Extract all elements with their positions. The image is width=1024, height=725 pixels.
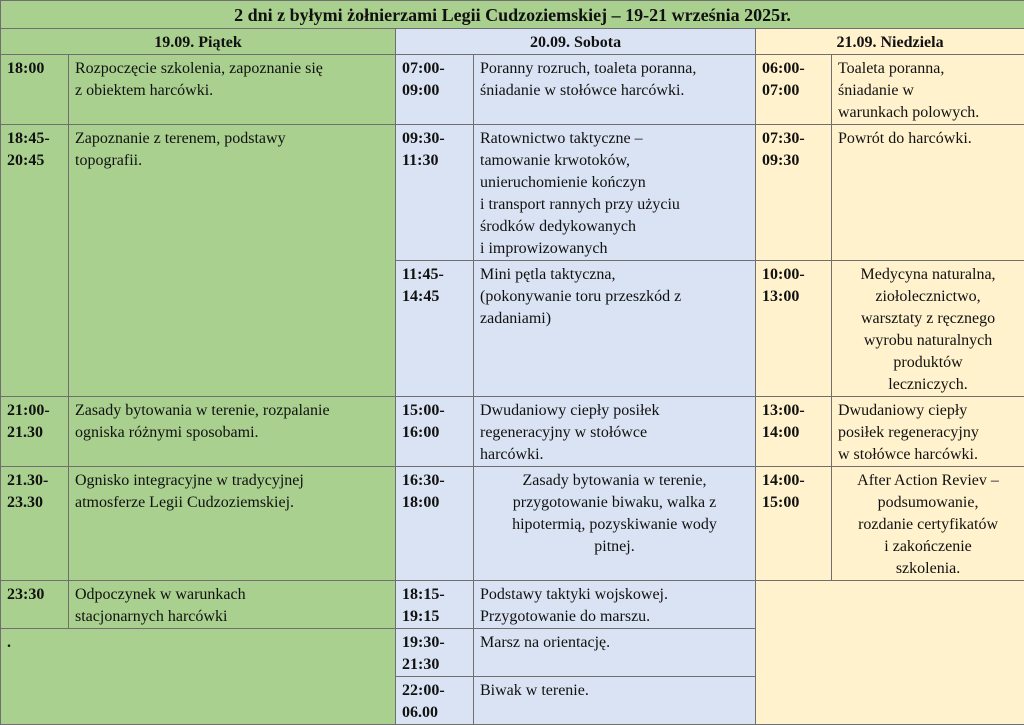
sunday-empty-cell: [756, 581, 1024, 725]
saturday-time: 16:30- 18:00: [396, 467, 474, 581]
saturday-activity: Zasady bytowania w terenie, przygotowanie biwaku, walka z hipotermią, pozyskiwanie wody pitnej.: [474, 467, 756, 581]
day-header-saturday: 20.09. Sobota: [396, 29, 756, 55]
sunday-activity: Medycyna naturalna, ziołolecznictwo, warsztaty z ręcznego wyrobu naturalnych produktów leczniczych.: [832, 261, 1024, 397]
saturday-time: 18:15- 19:15: [396, 581, 474, 629]
friday-time: 21:00- 21.30: [1, 397, 69, 467]
saturday-time: 11:45- 14:45: [396, 261, 474, 397]
friday-activity: Zapoznanie z terenem, podstawy topografii.: [69, 125, 396, 397]
sunday-activity: After Action Reviev – podsumowanie, rozdanie certyfikatów i zakończenie szkolenia.: [832, 467, 1024, 581]
sunday-activity: Dwudaniowy ciepły posiłek regeneracyjny w stołówce harcówki.: [832, 397, 1024, 467]
friday-time: 21.30- 23.30: [1, 467, 69, 581]
table-row: [1, 581, 1024, 629]
saturday-activity: Poranny rozruch, toaleta poranna, śniadanie w stołówce harcówki.: [474, 55, 756, 125]
table-row: [1, 55, 1024, 125]
friday-activity: Odpoczynek w warunkach stacjonarnych harcówki: [69, 581, 396, 629]
saturday-time: 19:30- 21:30: [396, 629, 474, 677]
saturday-activity: Podstawy taktyki wojskowej. Przygotowanie do marszu.: [474, 581, 756, 629]
friday-time: 18:45- 20:45: [1, 125, 69, 397]
friday-time: 23:30: [1, 581, 69, 629]
sunday-activity: Toaleta poranna, śniadanie w warunkach polowych.: [832, 55, 1024, 125]
saturday-activity: Marsz na orientację.: [474, 629, 756, 677]
sunday-time: 13:00- 14:00: [756, 397, 832, 467]
table-row: [1, 467, 1024, 581]
saturday-activity: Dwudaniowy ciepły posiłek regeneracyjny w stołówce harcówki.: [474, 397, 756, 467]
sunday-activity: Powrót do harcówki.: [832, 125, 1024, 261]
schedule-title: 2 dni z byłymi żołnierzami Legii Cudzoziemskiej – 19-21 września 2025r.: [1, 1, 1024, 29]
saturday-time: 15:00- 16:00: [396, 397, 474, 467]
friday-activity: Zasady bytowania w terenie, rozpalanie ogniska różnymi sposobami.: [69, 397, 396, 467]
friday-activity: Rozpoczęcie szkolenia, zapoznanie się z obiektem harcówki.: [69, 55, 396, 125]
friday-activity: Ognisko integracyjne w tradycyjnej atmosferze Legii Cudzoziemskiej.: [69, 467, 396, 581]
title-row: [1, 1, 1024, 29]
saturday-activity: Biwak w terenie.: [474, 677, 756, 725]
day-header-row: [1, 29, 1024, 55]
day-header-sunday: 21.09. Niedziela: [756, 29, 1024, 55]
sunday-time: 07:30- 09:30: [756, 125, 832, 261]
friday-time: .: [1, 629, 396, 725]
table-row: [1, 397, 1024, 467]
saturday-time: 09:30- 11:30: [396, 125, 474, 261]
table-row: [1, 125, 1024, 261]
saturday-activity: Mini pętla taktyczna, (pokonywanie toru przeszkód z zadaniami): [474, 261, 756, 397]
sunday-time: 10:00- 13:00: [756, 261, 832, 397]
sunday-time: 14:00- 15:00: [756, 467, 832, 581]
saturday-activity: Ratownictwo taktyczne – tamowanie krwotoków, unieruchomienie kończyn i transport rannych przy użyciu środków dedykowanych i improwizowanych: [474, 125, 756, 261]
saturday-time: 07:00- 09:00: [396, 55, 474, 125]
day-header-friday: 19.09. Piątek: [1, 29, 396, 55]
saturday-time: 22:00- 06.00: [396, 677, 474, 725]
friday-time: 18:00: [1, 55, 69, 125]
sunday-time: 06:00- 07:00: [756, 55, 832, 125]
